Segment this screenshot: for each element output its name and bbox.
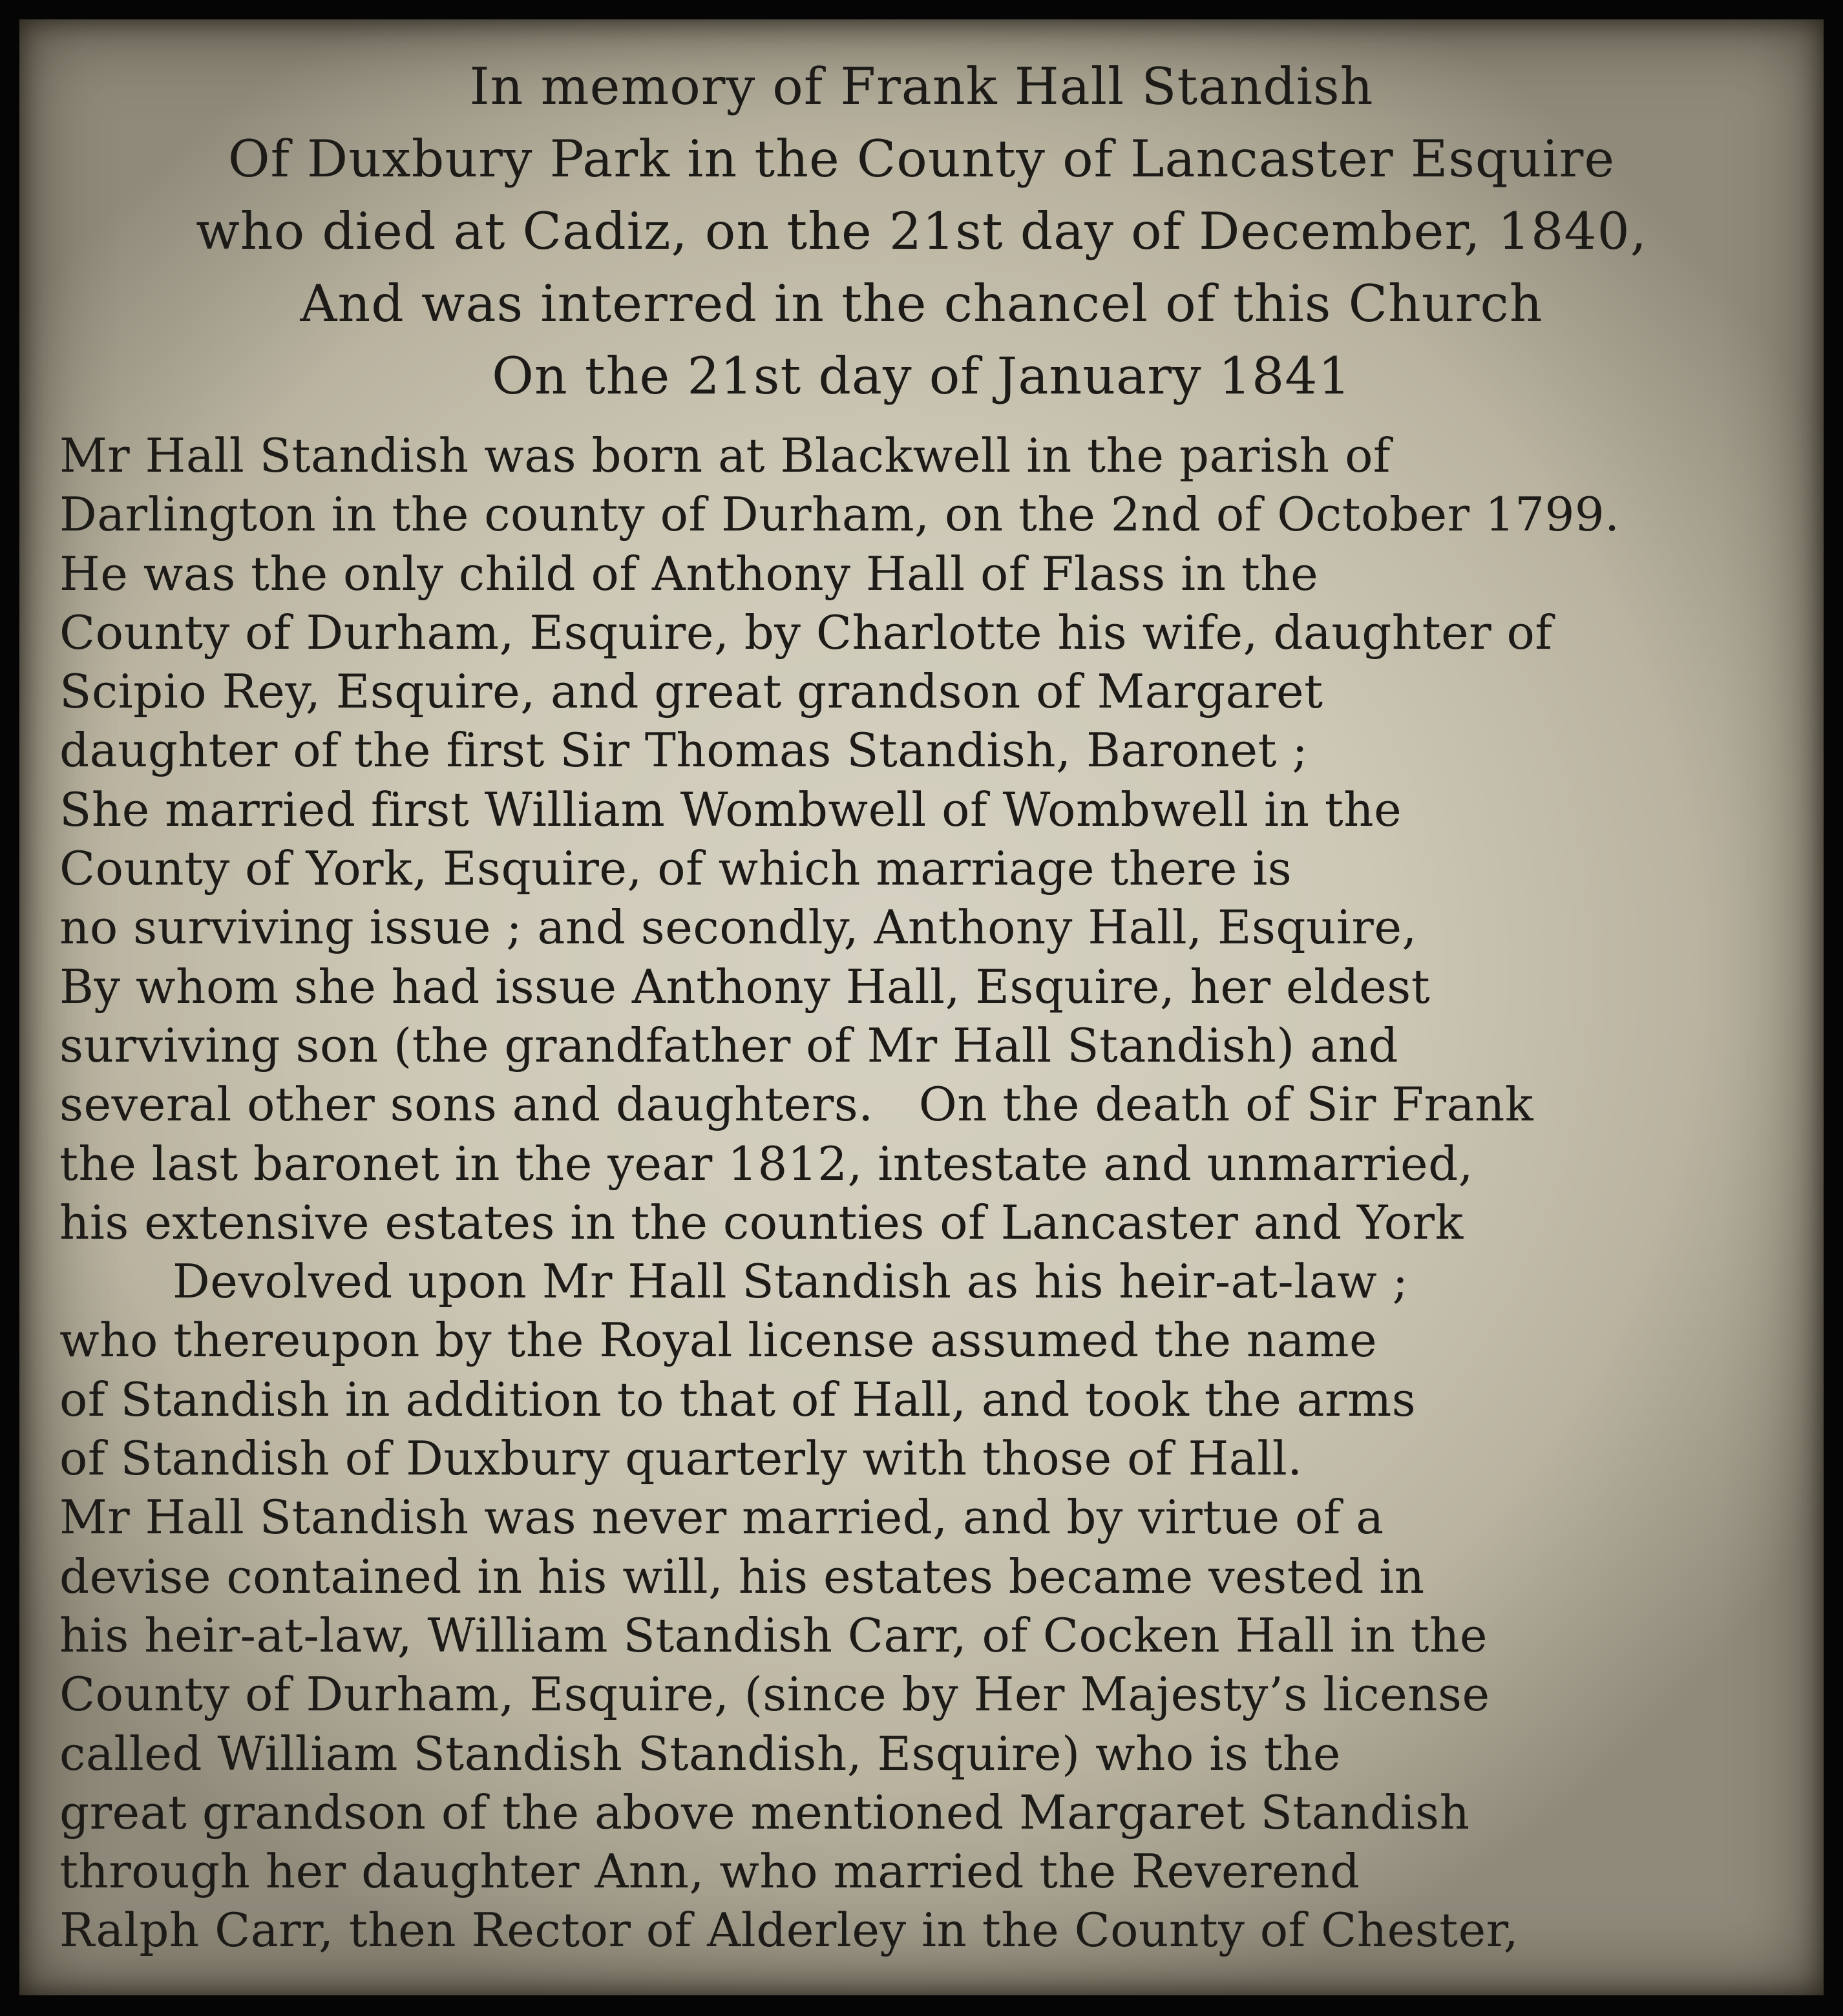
body-line: County of Durham, Esquire, (since by Her Majesty’s license xyxy=(59,1667,1490,1722)
heading-line: In memory of Frank Hall Standish xyxy=(469,57,1374,116)
body-line: great grandson of the above mentioned Margaret Standish xyxy=(59,1785,1470,1840)
body-line: County of Durham, Esquire, by Charlotte his wife, daughter of xyxy=(59,605,1553,660)
body-line: Ralph Carr, then Rector of Alderley in the County of Chester, xyxy=(59,1903,1519,1958)
heading-line: who died at Cadiz, on the 21st day of December, 1840, xyxy=(196,202,1647,261)
body-line-indented: Devolved upon Mr Hall Standish as his heir-at-law ; xyxy=(173,1254,1409,1309)
body-line: Mr Hall Standish was never married, and by virtue of a xyxy=(59,1490,1384,1545)
body-line: daughter of the first Sir Thomas Standish, Baronet ; xyxy=(59,723,1309,778)
body-line: Darlington in the county of Durham, on the 2nd of October 1799. xyxy=(59,487,1620,542)
body-line: of Standish of Duxbury quarterly with those of Hall. xyxy=(59,1431,1303,1486)
body-line: of Standish in addition to that of Hall, and took the arms xyxy=(59,1372,1416,1427)
memorial-heading xyxy=(19,50,1824,412)
body-line: no surviving issue ; and secondly, Anthony Hall, Esquire, xyxy=(59,900,1417,955)
body-line: County of York, Esquire, of which marriage there is xyxy=(59,841,1292,896)
body-line: through her daughter Ann, who married the Reverend xyxy=(59,1844,1360,1899)
heading-line: Of Duxbury Park in the County of Lancaster Esquire xyxy=(227,129,1616,189)
memorial-paper xyxy=(19,19,1824,1995)
body-line: By whom she had issue Anthony Hall, Esquire, her eldest xyxy=(59,959,1431,1014)
body-line: his extensive estates in the counties of Lancaster and York xyxy=(59,1195,1464,1250)
body-line: several other sons and daughters. On the death of Sir Frank xyxy=(59,1077,1533,1132)
heading-line: On the 21st day of January 1841 xyxy=(492,346,1351,406)
body-line: Mr Hall Standish was born at Blackwell in the parish of xyxy=(59,428,1391,483)
body-line: his heir-at-law, William Standish Carr, of Cocken Hall in the xyxy=(59,1608,1488,1663)
body-line: Scipio Rey, Esquire, and great grandson of Margaret xyxy=(59,664,1323,719)
body-line: called William Standish Standish, Esquire) who is the xyxy=(59,1726,1341,1781)
memorial-body xyxy=(59,426,1817,1960)
body-line: She married first William Wombwell of Wombwell in the xyxy=(59,782,1402,837)
body-line: who thereupon by the Royal license assumed the name xyxy=(59,1313,1378,1368)
body-line: He was the only child of Anthony Hall of Flass in the xyxy=(59,546,1319,601)
body-line: the last baronet in the year 1812, intestate and unmarried, xyxy=(59,1136,1474,1191)
heading-line: And was interred in the chancel of this Church xyxy=(300,274,1543,333)
body-line: devise contained in his will, his estates became vested in xyxy=(59,1549,1425,1604)
body-line: surviving son (the grandfather of Mr Hall Standish) and xyxy=(59,1018,1399,1073)
